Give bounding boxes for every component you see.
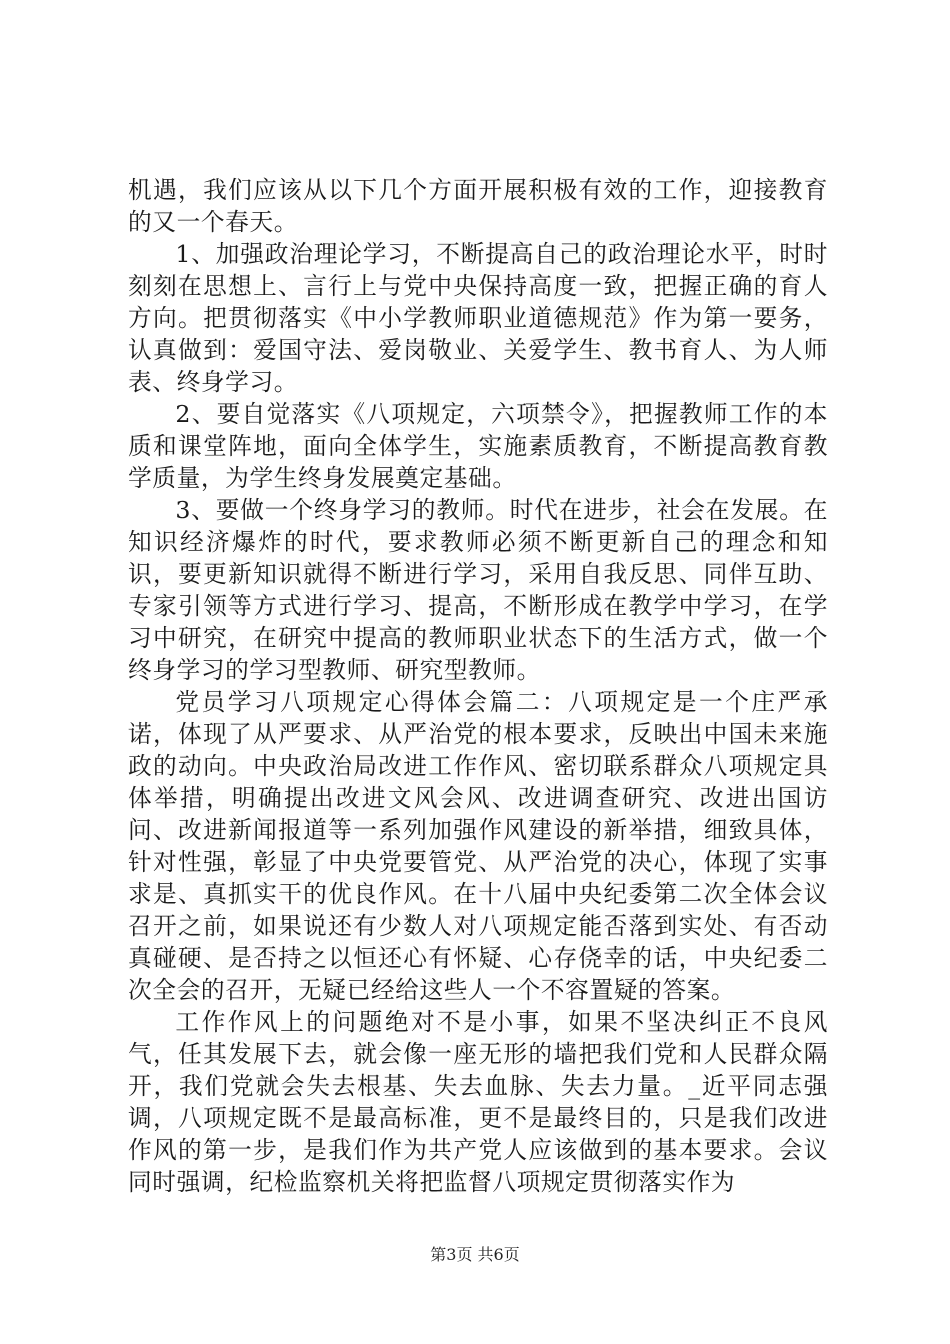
paragraph-2: 1、加强政治理论学习，不断提高自己的政治理论水平，时时刻刻在思想上、言行上与党中央保持高度一致，把握正确的育人方向。把贯彻落实《中小学教师职业道德规范》作为第一要务，认真做到：爱国守法、爱岗敬业、关爱学生、教书育人、为人师表、终身学习。 xyxy=(128,240,828,396)
paragraph-3: 2、要自觉落实《八项规定，六项禁令》，把握教师工作的本质和课堂阵地，面向全体学生，实施素质教育，不断提高教育教学质量，为学生终身发展奠定基础。 xyxy=(128,400,828,492)
paragraph-4: 3、要做一个终身学习的教师。时代在进步，社会在发展。在知识经济爆炸的时代，要求教师必须不断更新自己的理念和知识，要更新知识就得不断进行学习，采用自我反思、同伴互助、专家引领等方式进行学习、提高，不断形成在教学中学习，在学习中研究，在研究中提高的教师职业状态下的生活方式，做一个终身学习的学习型教师、研究型教师。 xyxy=(128,496,828,684)
page-number-footer: 第3页 共6页 xyxy=(430,1245,520,1264)
paragraph-6: 工作作风上的问题绝对不是小事，如果不坚决纠正不良风气，任其发展下去，就会像一座无形的墙把我们党和人民群众隔开，我们党就会失去根基、失去血脉、失去力量。_近平同志强调，八项规定既不是最高标准，更不是最终目的，只是我们改进作风的第一步，是我们作为共产党人应该做到的基本要求。会议同时强调，纪检监察机关将把监督八项规定贯彻落实作为 xyxy=(128,1008,828,1196)
paragraph-5: 党员学习八项规定心得体会篇二：八项规定是一个庄严承诺，体现了从严要求、从严治党的根本要求，反映出中国未来施政的动向。中央政治局改进工作作风、密切联系群众八项规定具体举措，明确提出改进文风会风、改进调查研究、改进出国访问、改进新闻报道等一系列加强作风建设的新举措，细致具体，针对性强，彰显了中央党要管党、从严治党的决心，体现了实事求是、真抓实干的优良作风。在十八届中央纪委第二次全体会议召开之前，如果说还有少数人对八项规定能否落到实处、有否动真碰硬、是否持之以恒还心有怀疑、心存侥幸的话，中央纪委二次全会的召开，无疑已经给这些人一个不容置疑的答案。 xyxy=(128,688,828,1004)
document-body xyxy=(128,174,828,1198)
paragraph-1: 机遇，我们应该从以下几个方面开展积极有效的工作，迎接教育的又一个春天。 xyxy=(128,176,828,236)
